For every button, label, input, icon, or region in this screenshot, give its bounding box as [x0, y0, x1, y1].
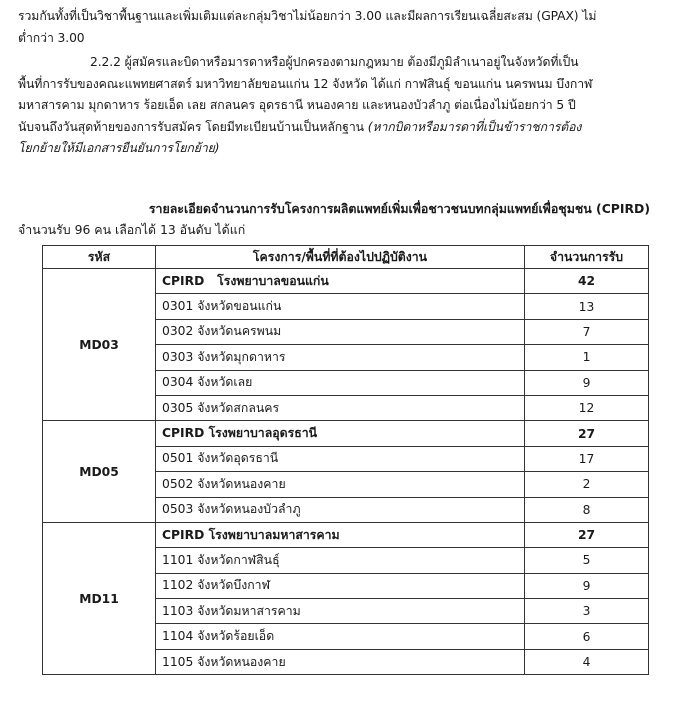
- paragraph-line: พื้นที่การรับของคณะแพทยศาสตร์ มหาวิทยาลัยขอนแก่น 12 จังหวัด ได้แก่ กาฬสินธุ์ ขอนแก่น นครพนม บึงกาฬ: [18, 76, 593, 91]
- project-name: 0304 จังหวัดเลย: [156, 370, 525, 395]
- cpird-admission-table: [42, 245, 649, 675]
- group-code: MD11: [43, 522, 156, 674]
- project-name: 0501 จังหวัดอุดรธานี: [156, 446, 525, 471]
- table-header-row: [43, 246, 649, 269]
- project-name: 0502 จังหวัดหนองคาย: [156, 472, 525, 497]
- paragraph-domicile-requirement: [18, 52, 658, 160]
- admission-count: 4: [525, 649, 649, 674]
- project-name: 0503 จังหวัดหนองบัวลำภู: [156, 497, 525, 522]
- project-name: 0305 จังหวัดสกลนคร: [156, 395, 525, 420]
- header-count: จำนวนการรับ: [525, 246, 649, 269]
- paragraph-note-italic: (หากบิดาหรือมารดาที่เป็นข้าราชการต้อง: [367, 119, 582, 134]
- admission-count: 8: [525, 497, 649, 522]
- admission-count: 2: [525, 472, 649, 497]
- header-project: โครงการ/พื้นที่ที่ต้องไปปฏิบัติงาน: [156, 246, 525, 269]
- admission-count: 5: [525, 548, 649, 573]
- section-subheading: จำนวนรับ 96 คน เลือกได้ 13 อันดับ ได้แก่: [18, 222, 246, 237]
- project-name: 1101 จังหวัดกาฬสินธุ์: [156, 548, 525, 573]
- project-name: 0302 จังหวัดนครพนม: [156, 319, 525, 344]
- paragraph-gpax-requirement: [18, 6, 658, 49]
- admission-count: 42: [525, 269, 649, 294]
- project-name: CPIRD โรงพยาบาลมหาสารคาม: [156, 522, 525, 547]
- project-name: 0301 จังหวัดขอนแก่น: [156, 294, 525, 319]
- group-code: MD05: [43, 421, 156, 523]
- project-name: 1104 จังหวัดร้อยเอ็ด: [156, 624, 525, 649]
- admission-count: 12: [525, 395, 649, 420]
- admission-count: 27: [525, 421, 649, 446]
- project-name: CPIRD โรงพยาบาลขอนแก่น: [156, 269, 525, 294]
- table-row-hospital: [43, 269, 649, 294]
- admission-count: 9: [525, 573, 649, 598]
- project-name: CPIRD โรงพยาบาลอุดรธานี: [156, 421, 525, 446]
- admission-count: 7: [525, 319, 649, 344]
- paragraph-line: [18, 117, 658, 139]
- project-name: 1102 จังหวัดบึงกาฬ: [156, 573, 525, 598]
- group-code: MD03: [43, 269, 156, 421]
- project-name: 1105 จังหวัดหนองคาย: [156, 649, 525, 674]
- admission-count: 17: [525, 446, 649, 471]
- paragraph-line: ต่ำกว่า 3.00: [18, 30, 85, 45]
- project-name: 0303 จังหวัดมุกดาหาร: [156, 345, 525, 370]
- paragraph-line: รวมกันทั้งที่เป็นวิชาพื้นฐานและเพิ่มเติมแต่ละกลุ่มวิชาไม่น้อยกว่า 3.00 และมีผลการเรียนเฉลี่ยสะสม (GPAX) ไม่: [18, 9, 597, 23]
- admission-count: 3: [525, 599, 649, 624]
- paragraph-line: มหาสารคาม มุกดาหาร ร้อยเอ็ด เลย สกลนคร อุดรธานี หนองคาย และหนองบัวลำภู ต่อเนื่องไม่น้อยกว่า 5 ปี: [18, 98, 576, 112]
- admission-count: 27: [525, 522, 649, 547]
- header-code: รหัส: [43, 246, 156, 269]
- table-row-hospital: [43, 522, 649, 547]
- project-name: 1103 จังหวัดมหาสารคาม: [156, 599, 525, 624]
- admission-count: 13: [525, 294, 649, 319]
- paragraph-text: นับจนถึงวันสุดท้ายของการรับสมัคร โดยมีทะเบียนบ้านเป็นหลักฐาน: [18, 119, 368, 134]
- paragraph-note-italic: โยกย้ายให้มีเอกสารยืนยันการโยกย้าย): [18, 141, 220, 155]
- admission-count: 9: [525, 370, 649, 395]
- paragraph-line: 2.2.2 ผู้สมัครและบิดาหรือมารดาหรือผู้ปกครองตามกฎหมาย ต้องมีภูมิลำเนาอยู่ในจังหวัดที่เป็น: [90, 55, 579, 69]
- admission-count: 1: [525, 345, 649, 370]
- section-heading: รายละเอียดจำนวนการรับโครงการผลิตแพทย์เพิ่มเพื่อชาวชนบทกลุ่มแพทย์เพื่อชุมชน (CPIRD): [148, 201, 650, 216]
- table-row-hospital: [43, 421, 649, 446]
- admission-count: 6: [525, 624, 649, 649]
